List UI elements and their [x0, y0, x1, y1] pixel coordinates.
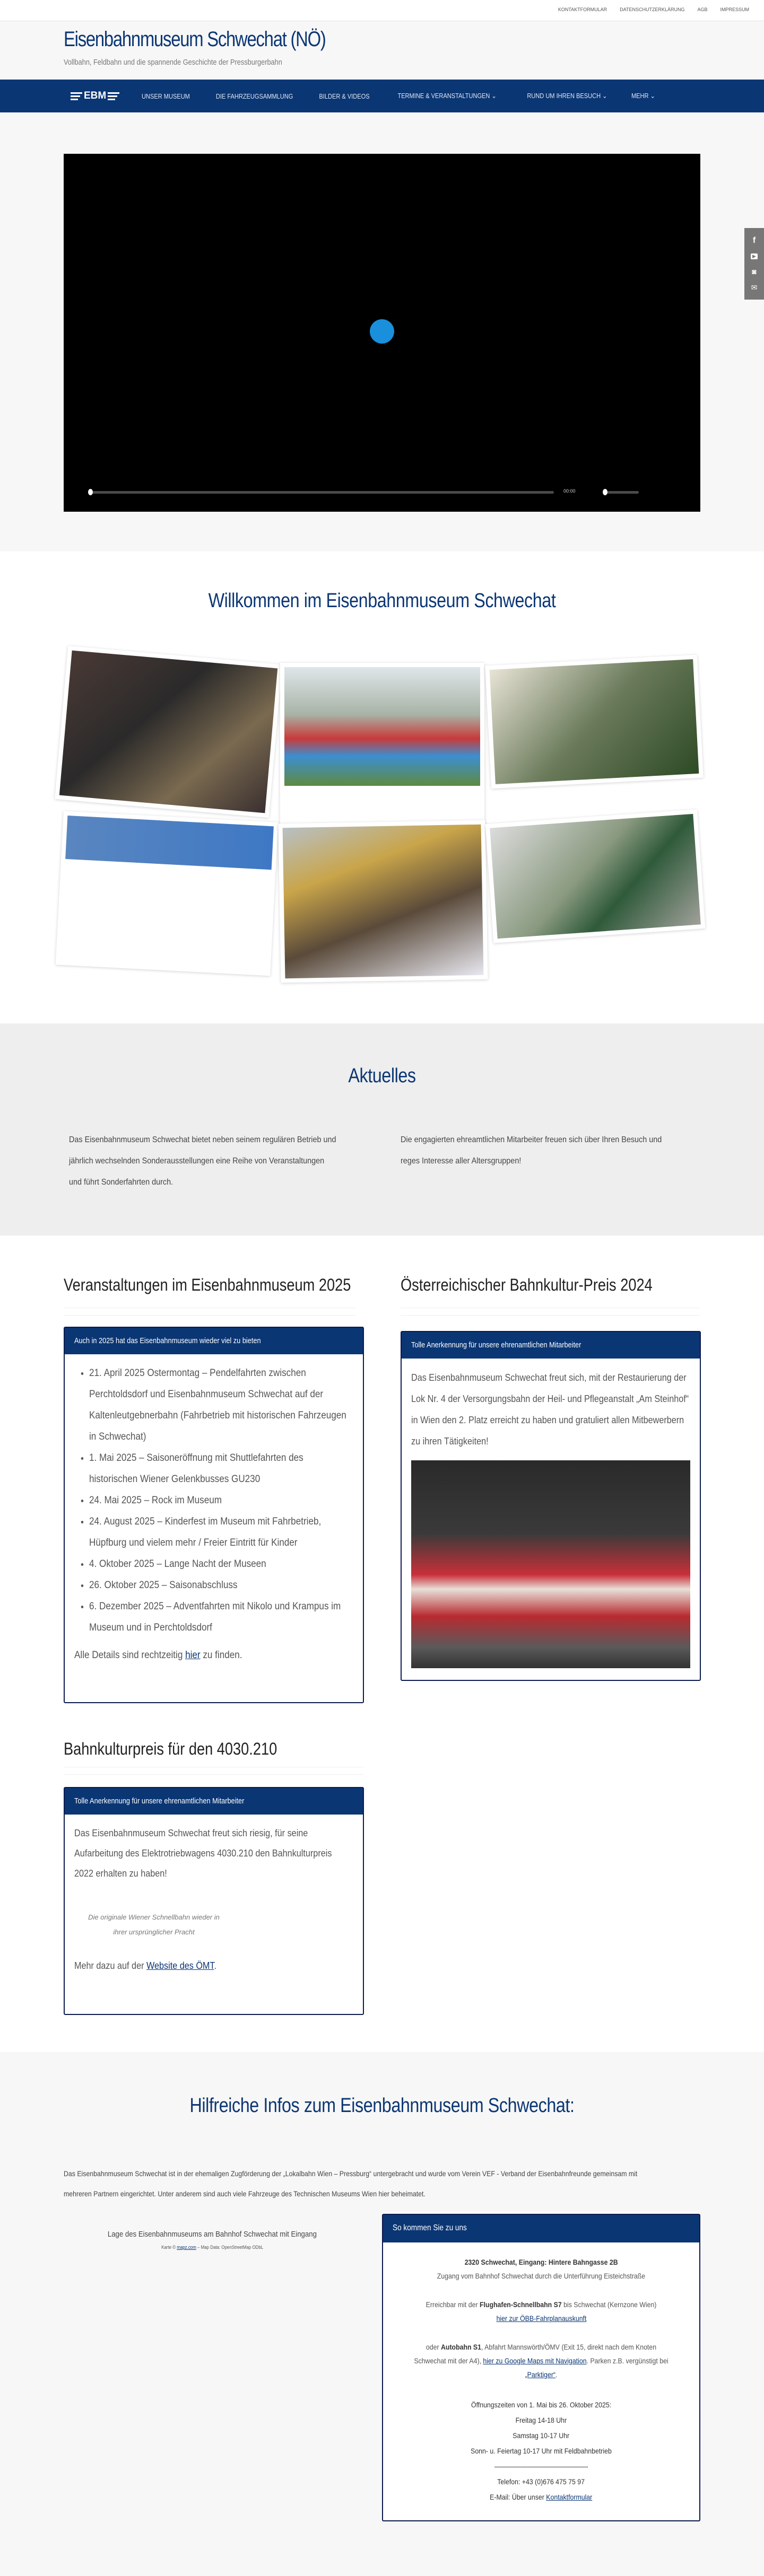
video-player[interactable]	[64, 154, 700, 512]
play-button[interactable]	[370, 319, 394, 344]
prize4030-caption: Die originale Wiener Schnellbahn wieder in ihrer ursprünglicher Pracht	[88, 1913, 220, 1936]
events-details-link[interactable]: hier	[185, 1650, 201, 1661]
event-item: • 4. Oktober 2025 – Lange Nacht der Museen	[89, 1554, 353, 1575]
contact-form-link[interactable]: Kontaktformular	[546, 2493, 593, 2501]
prize4030-title: Bahnkulturpreis für den 4030.210	[64, 1739, 277, 1758]
toplink-impressum[interactable]: IMPRESSUM	[720, 7, 749, 12]
volume-knob[interactable]	[603, 489, 607, 495]
prize4030-box	[64, 1787, 364, 2015]
address: 2320 Schwechat, Eingang: Hintere Bahngasse 2B	[464, 2258, 618, 2266]
site-header	[0, 21, 764, 80]
mail-icon[interactable]: ✉	[751, 283, 758, 292]
site-title[interactable]: Eisenbahnmuseum Schwechat (NÖ)	[64, 28, 326, 51]
nav-besuch[interactable]: RUND UM IHREN BESUCH ⌄	[527, 92, 607, 100]
event-item: • 6. Dezember 2025 – Adventfahrten mit Nikolo und Krampus im Museum und in Perchtoldsdorf	[89, 1596, 353, 1639]
events-box-title: Auch in 2025 hat das Eisenbahnmuseum wieder viel zu bieten	[74, 1336, 261, 1345]
events-title: Veranstaltungen im Eisenbahnmuseum 2025	[64, 1275, 351, 1294]
toplink-agb[interactable]: AGB	[697, 7, 708, 12]
info-title: Hilfreiche Infos zum Eisenbahnmuseum Schwechat:	[189, 2095, 575, 2117]
event-item: • 26. Oktober 2025 – Saisonabschluss	[89, 1575, 353, 1596]
hours-row: Freitag 14-18 Uhr	[515, 2416, 567, 2424]
toplink-datenschutz[interactable]: DATENSCHUTZERKLÄRUNG	[620, 7, 685, 12]
parktiger-link[interactable]: „Parktiger“	[525, 2370, 556, 2379]
facebook-icon[interactable]: f	[752, 236, 756, 245]
oebb-link[interactable]: hier zur ÖBB-Fahrplanauskunft	[496, 2314, 586, 2323]
volume-slider[interactable]	[605, 491, 639, 494]
gallery-photo[interactable]	[485, 809, 706, 943]
progress-slider[interactable]	[90, 491, 554, 494]
site-tagline: Vollbahn, Feldbahn und die spannende Geschichte der Pressburgerbahn	[64, 58, 282, 67]
events-footer: Alle Details sind rechtzeitig hier zu finden.	[74, 1650, 242, 1661]
tram-photo[interactable]	[411, 1460, 690, 1668]
gallery-photo[interactable]	[485, 655, 704, 789]
news-title: Aktuelles	[348, 1065, 416, 1087]
email: E-Mail: Über unser Kontaktformular	[490, 2493, 593, 2501]
prize2024-text: Das Eisenbahnmuseum Schwechat freut sich, mit der Restaurierung der Lok Nr. 4 der Versorgungsbahn der Heil- und Pflegeanstalt „Am Steinhof“ in Wien den 2. Platz erreicht zu haben und gratuliert allen Mitbewerbern zu ihren Tätigkeiten!	[411, 1372, 689, 1447]
welcome-section	[0, 551, 764, 1023]
gallery-photo[interactable]	[55, 646, 282, 818]
top-bar	[0, 0, 764, 21]
prize4030-box-title: Tolle Anerkennung für unsere ehrenamtlichen Mitarbeiter	[74, 1797, 245, 1806]
nav-mehr[interactable]: MEHR ⌄	[631, 92, 656, 100]
event-item: • 24. August 2025 – Kinderfest im Museum mit Fahrbetrieb, Hüpfburg und vielem mehr / Freier Eintritt für Kinder	[89, 1511, 353, 1554]
events-box	[64, 1327, 364, 1703]
events-section	[0, 1236, 764, 2052]
event-item: • 21. April 2025 Ostermontag – Pendelfahrten zwischen Perchtoldsdorf und Eisenbahnmuseum Schwechat auf der Kaltenleutgebnerbahn (Fahrbetrieb mit historischen Fahrzeugen in Schwechat)	[89, 1363, 353, 1448]
prize4030-text: Das Eisenbahnmuseum Schwechat freut sich riesig, für seine Aufarbeitung des Elektrotriebwagens 4030.210 den Bahnkulturpreis 2022 erhalten zu haben!	[74, 1828, 332, 1879]
gallery-photo[interactable]	[278, 820, 488, 983]
info-section	[0, 2052, 764, 2576]
hours-title: Öffnungszeiten von 1. Mai bis 26. Oktober 2025:	[471, 2400, 612, 2409]
prize2024-box	[401, 1331, 701, 1681]
phone: Telefon: +43 (0)676 475 75 97	[497, 2477, 585, 2486]
nav-unser-museum[interactable]: UNSER MUSEUM	[142, 92, 190, 100]
news-section	[0, 1023, 764, 1236]
hours-row: Sonn- u. Feiertag 10-17 Uhr mit Feldbahnbetrieb	[471, 2447, 612, 2455]
prize2024-box-title: Tolle Anerkennung für unsere ehrenamtlichen Mitarbeiter	[411, 1340, 581, 1350]
prize4030-more: Mehr dazu auf der Website des ÖMT.	[74, 1960, 217, 1971]
news-text-right: Die engagierten ehreamtlichen Mitarbeiter freuen sich über Ihren Besuch und reges Interesse aller Altersgruppen!	[401, 1135, 662, 1166]
instagram-icon[interactable]: ◙	[752, 267, 757, 276]
social-sidebar	[744, 228, 764, 300]
time-display: 00:00	[563, 488, 576, 494]
hours-row: Samstag 10-17 Uhr	[513, 2431, 570, 2440]
train-info: Erreichbar mit der Flughafen-Schnellbahn S7 bis Schwechat (Kernzone Wien)	[426, 2300, 657, 2309]
prize2024-title: Österreichischer Bahnkultur-Preis 2024	[401, 1275, 653, 1294]
event-item: • 1. Mai 2025 – Saisoneröffnung mit Shuttlefahrten des historischen Wiener Gelenkbusses GU230	[89, 1448, 353, 1490]
event-item: • 24. Mai 2025 – Rock im Museum	[89, 1490, 353, 1511]
toplink-kontakt[interactable]: KONTAKTFORMULAR	[558, 7, 607, 12]
gallery-photo[interactable]	[56, 811, 279, 976]
welcome-title: Willkommen im Eisenbahnmuseum Schwechat	[208, 590, 556, 612]
nav-termine[interactable]: TERMINE & VERANSTALTUNGEN ⌄	[397, 92, 497, 100]
directions-title: So kommen Sie zu uns	[393, 2223, 467, 2232]
car-info: oder Autobahn S1, Abfahrt Mannswörth/ÖMV (Exit 15, direkt nach dem Knoten Schwechat mit der A4), hier zu Google Maps mit Navigation. Parken z.B. vergünstigt bei „Parktiger“.	[414, 2343, 668, 2379]
main-nav	[0, 80, 764, 112]
news-text-left: Das Eisenbahnmuseum Schwechat bietet neben seinem regulären Betrieb und jährlich wechselnden Sonderausstellungen eine Reihe von Veranstaltungen und führt Sonderfahrten durch.	[69, 1135, 336, 1187]
map-caption: Lage des Eisenbahnmuseums am Bahnhof Schwechat mit Eingang	[107, 2230, 317, 2239]
directions-box	[382, 2214, 700, 2521]
video-section	[0, 112, 764, 551]
separator: ——————————————-	[494, 2462, 588, 2470]
progress-knob[interactable]	[88, 489, 93, 495]
nav-bilder-videos[interactable]: BILDER & VIDEOS	[319, 92, 370, 100]
access-note: Zugang vom Bahnhof Schwechat durch die Unterführung Eisteichstraße	[437, 2272, 646, 2280]
mapz-link[interactable]: mapz.com	[177, 2245, 196, 2250]
youtube-icon[interactable]: ▶	[751, 253, 758, 259]
omt-website-link[interactable]: Website des ÖMT	[146, 1960, 214, 1971]
map-credit: Karte © mapz.com – Map Data: OpenStreetMap ODbL	[161, 2245, 264, 2250]
nav-fahrzeugsammlung[interactable]: DIE FAHRZEUGSAMMLUNG	[215, 92, 293, 100]
ebm-logo[interactable]: EBM	[71, 90, 119, 102]
google-maps-link[interactable]: hier zu Google Maps mit Navigation	[483, 2356, 587, 2365]
info-intro: Das Eisenbahnmuseum Schwechat ist in der ehemaligen Zugförderung der „Lokalbahn Wien – Pressburg“ untergebracht und wurde vom Verein VEF - Verband der Eisenbahnfreunde gemeinsam mit mehreren Partnern eingerichtet. Unter anderem sind auch viele Fahrzeuge des Technischen Museums Wien hier beheimatet.	[64, 2169, 638, 2198]
